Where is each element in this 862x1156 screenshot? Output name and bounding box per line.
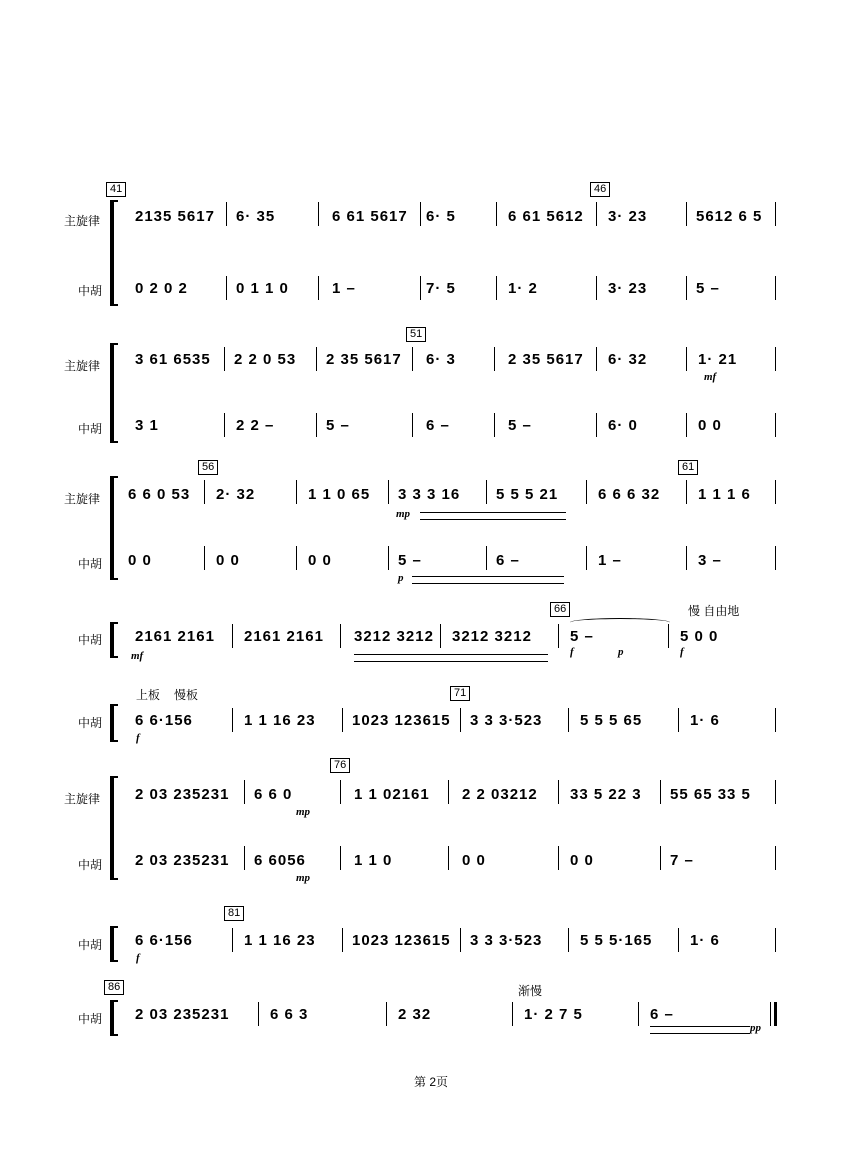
zhonghu-measure: 3 3 3·523 xyxy=(470,712,543,729)
rehearsal-mark-66: 66 xyxy=(550,602,570,617)
barline xyxy=(775,546,776,570)
zhonghu-measure: 0 0 xyxy=(570,852,594,869)
melody-measure: 6 61 5612 xyxy=(508,208,584,225)
system-bracket xyxy=(110,343,114,443)
melody-measure: 6· 35 xyxy=(236,208,276,225)
rehearsal-mark-56: 56 xyxy=(198,460,218,475)
barline xyxy=(586,480,587,504)
melody-measure: 5612 6 5 xyxy=(696,208,763,225)
rehearsal-mark-86: 86 xyxy=(104,980,124,995)
zhonghu-measure: 5 – xyxy=(696,280,720,297)
system-bracket xyxy=(110,776,114,880)
instrument-label-zhonghu: 中胡 xyxy=(78,284,103,298)
barline xyxy=(686,202,687,226)
barline xyxy=(660,780,661,804)
melody-measure: 1 1 02161 xyxy=(354,786,430,803)
barline xyxy=(460,708,461,732)
zhonghu-measure: 1 1 0 xyxy=(354,852,393,869)
barline xyxy=(232,624,233,648)
barline xyxy=(420,202,421,226)
barline xyxy=(775,347,776,371)
barline xyxy=(775,202,776,226)
instrument-label-zhonghu: 中胡 xyxy=(78,938,103,952)
zhonghu-measure: 6 – xyxy=(496,552,520,569)
crescendo-hairpin xyxy=(412,576,564,584)
zhonghu-measure: 6 – xyxy=(650,1006,674,1023)
barline xyxy=(686,546,687,570)
melody-measure: 33 5 22 3 xyxy=(570,786,642,803)
tempo-marking: 渐慢 xyxy=(518,984,543,998)
zhonghu-measure: 2161 2161 xyxy=(244,628,324,645)
instrument-label-zhonghu: 中胡 xyxy=(78,716,103,730)
barline xyxy=(486,546,487,570)
barline xyxy=(460,928,461,952)
barline xyxy=(568,928,569,952)
barline xyxy=(775,413,776,437)
barline xyxy=(412,413,413,437)
slur xyxy=(570,618,670,627)
barline xyxy=(596,347,597,371)
barline xyxy=(494,347,495,371)
melody-measure: 3 3 3 16 xyxy=(398,486,461,503)
system-bracket xyxy=(110,622,114,658)
barline xyxy=(342,928,343,952)
barline xyxy=(226,202,227,226)
zhonghu-measure: 5 – xyxy=(570,628,594,645)
melody-measure: 2135 5617 xyxy=(135,208,215,225)
zhonghu-measure: 1 1 16 23 xyxy=(244,932,316,949)
zhonghu-measure: 1· 6 xyxy=(690,932,720,949)
zhonghu-measure: 7· 5 xyxy=(426,280,456,297)
dynamic-mark: pp xyxy=(750,1022,761,1034)
barline xyxy=(232,708,233,732)
zhonghu-measure: 1· 6 xyxy=(690,712,720,729)
barline xyxy=(318,276,319,300)
dynamic-mark: mp xyxy=(296,806,311,818)
barline xyxy=(296,546,297,570)
rehearsal-mark-46: 46 xyxy=(590,182,610,197)
barline xyxy=(342,708,343,732)
barline xyxy=(412,347,413,371)
tempo-marking: 慢板 xyxy=(174,688,199,702)
instrument-label-zhonghu: 中胡 xyxy=(78,1012,103,1026)
rehearsal-mark-71: 71 xyxy=(450,686,470,701)
decrescendo-hairpin xyxy=(650,1026,750,1034)
instrument-label-zhonghu: 中胡 xyxy=(78,422,103,436)
melody-measure: 6 61 5617 xyxy=(332,208,408,225)
instrument-label-melody: 主旋律 xyxy=(64,214,101,228)
barline xyxy=(596,202,597,226)
page-number: 第 2页 xyxy=(413,1075,448,1089)
rehearsal-mark-51: 51 xyxy=(406,327,426,342)
zhonghu-measure: 3 3 3·523 xyxy=(470,932,543,949)
zhonghu-measure: 0 0 xyxy=(128,552,152,569)
zhonghu-measure: 1 – xyxy=(598,552,622,569)
system-bracket xyxy=(110,704,114,742)
barline xyxy=(316,413,317,437)
system-8 xyxy=(0,976,862,1046)
zhonghu-measure: 6 6 3 xyxy=(270,1006,309,1023)
dynamic-mark: mp xyxy=(396,508,411,520)
barline xyxy=(258,1002,259,1026)
zhonghu-measure: 0 2 0 2 xyxy=(135,280,188,297)
dynamic-mark: f xyxy=(136,732,140,744)
zhonghu-measure: 2 32 xyxy=(398,1006,432,1023)
zhonghu-measure: 2 03 235231 xyxy=(135,1006,230,1023)
crescendo-hairpin xyxy=(420,512,566,520)
barline xyxy=(678,928,679,952)
zhonghu-measure: 1· 2 xyxy=(508,280,538,297)
melody-measure: 2 2 03212 xyxy=(462,786,538,803)
zhonghu-measure: 0 0 xyxy=(216,552,240,569)
barline xyxy=(388,480,389,504)
barline xyxy=(638,1002,639,1026)
barline xyxy=(686,347,687,371)
melody-measure: 2 03 235231 xyxy=(135,786,230,803)
barline xyxy=(226,276,227,300)
zhonghu-measure: 5 – xyxy=(326,417,350,434)
barline xyxy=(775,708,776,732)
barline xyxy=(568,708,569,732)
barline xyxy=(340,846,341,870)
melody-measure: 1 1 1 6 xyxy=(698,486,751,503)
system-5 xyxy=(0,680,862,750)
barline xyxy=(420,276,421,300)
instrument-label-zhonghu: 中胡 xyxy=(78,633,103,647)
barline xyxy=(775,780,776,804)
zhonghu-measure: 3· 23 xyxy=(608,280,648,297)
barline xyxy=(596,413,597,437)
zhonghu-measure: 5 5 5·165 xyxy=(580,932,653,949)
zhonghu-measure: 5 0 0 xyxy=(680,628,719,645)
crescendo-hairpin xyxy=(354,654,548,662)
system-bracket xyxy=(110,1000,114,1036)
barline xyxy=(558,780,559,804)
dynamic-mark: f xyxy=(680,646,684,658)
system-bracket xyxy=(110,200,114,306)
barline xyxy=(668,624,669,648)
barline xyxy=(775,276,776,300)
instrument-label-melody: 主旋律 xyxy=(64,359,101,373)
barline xyxy=(686,413,687,437)
zhonghu-measure: 7 – xyxy=(670,852,694,869)
barline xyxy=(660,846,661,870)
rehearsal-mark-81: 81 xyxy=(224,906,244,921)
zhonghu-measure: 2161 2161 xyxy=(135,628,215,645)
barline xyxy=(204,480,205,504)
zhonghu-measure: 0 0 xyxy=(308,552,332,569)
barline xyxy=(340,780,341,804)
zhonghu-measure: 1023 123615 xyxy=(352,932,451,949)
rehearsal-mark-61: 61 xyxy=(678,460,698,475)
barline xyxy=(586,546,587,570)
tempo-marking: 上板 xyxy=(136,688,161,702)
barline xyxy=(558,846,559,870)
system-bracket xyxy=(110,926,114,962)
rehearsal-mark-41: 41 xyxy=(106,182,126,197)
barline xyxy=(775,846,776,870)
dynamic-mark: f xyxy=(570,646,574,658)
melody-measure: 6 6 6 32 xyxy=(598,486,661,503)
melody-measure: 2· 32 xyxy=(216,486,256,503)
melody-measure: 6· 3 xyxy=(426,351,456,368)
barline xyxy=(318,202,319,226)
system-2 xyxy=(0,325,862,445)
barline xyxy=(204,546,205,570)
barline xyxy=(775,480,776,504)
barline xyxy=(775,928,776,952)
system-7 xyxy=(0,900,862,970)
melody-measure: 2 2 0 53 xyxy=(234,351,297,368)
tempo-marking: 慢 自由地 xyxy=(688,604,740,618)
dynamic-mark: f xyxy=(136,952,140,964)
zhonghu-measure: 6· 0 xyxy=(608,417,638,434)
zhonghu-measure: 2 03 235231 xyxy=(135,852,230,869)
barline xyxy=(388,546,389,570)
instrument-label-melody: 主旋律 xyxy=(64,792,101,806)
system-1 xyxy=(0,180,862,310)
barline xyxy=(770,1002,771,1026)
instrument-label-zhonghu: 中胡 xyxy=(78,557,103,571)
system-6 xyxy=(0,758,862,888)
barline xyxy=(494,413,495,437)
barline xyxy=(440,624,441,648)
system-3 xyxy=(0,458,862,588)
zhonghu-measure: 0 0 xyxy=(698,417,722,434)
barline xyxy=(596,276,597,300)
melody-measure: 2 35 5617 xyxy=(508,351,584,368)
barline xyxy=(496,276,497,300)
melody-measure: 3· 23 xyxy=(608,208,648,225)
zhonghu-measure: 0 0 xyxy=(462,852,486,869)
barline xyxy=(296,480,297,504)
system-4 xyxy=(0,598,862,668)
zhonghu-measure: 3212 3212 xyxy=(452,628,532,645)
melody-measure: 1· 21 xyxy=(698,351,738,368)
barline xyxy=(678,708,679,732)
barline xyxy=(224,413,225,437)
melody-measure: 5 5 5 21 xyxy=(496,486,559,503)
barline xyxy=(496,202,497,226)
zhonghu-measure: 1023 123615 xyxy=(352,712,451,729)
zhonghu-measure: 3 1 xyxy=(135,417,159,434)
zhonghu-measure: 1 – xyxy=(332,280,356,297)
zhonghu-measure: 6 6·156 xyxy=(135,712,193,729)
zhonghu-measure: 1· 2 7 5 xyxy=(524,1006,583,1023)
zhonghu-measure: 6 – xyxy=(426,417,450,434)
zhonghu-measure: 3212 3212 xyxy=(354,628,434,645)
melody-measure: 6 6 0 xyxy=(254,786,293,803)
zhonghu-measure: 5 – xyxy=(398,552,422,569)
barline xyxy=(386,1002,387,1026)
barline xyxy=(512,1002,513,1026)
barline xyxy=(486,480,487,504)
final-barline xyxy=(774,1002,777,1026)
dynamic-mark: p xyxy=(398,572,404,584)
barline xyxy=(558,624,559,648)
melody-measure: 6· 5 xyxy=(426,208,456,225)
rehearsal-mark-76: 76 xyxy=(330,758,350,773)
melody-measure: 1 1 0 65 xyxy=(308,486,371,503)
zhonghu-measure: 2 2 – xyxy=(236,417,275,434)
dynamic-mark: mf xyxy=(131,650,144,662)
barline xyxy=(448,780,449,804)
barline xyxy=(686,480,687,504)
zhonghu-measure: 1 1 16 23 xyxy=(244,712,316,729)
system-bracket xyxy=(110,476,114,580)
melody-measure: 2 35 5617 xyxy=(326,351,402,368)
barline xyxy=(316,347,317,371)
zhonghu-measure: 6 6056 xyxy=(254,852,306,869)
instrument-label-melody: 主旋律 xyxy=(64,492,101,506)
melody-measure: 55 65 33 5 xyxy=(670,786,751,803)
zhonghu-measure: 6 6·156 xyxy=(135,932,193,949)
barline xyxy=(244,846,245,870)
barline xyxy=(686,276,687,300)
zhonghu-measure: 5 – xyxy=(508,417,532,434)
melody-measure: 6 6 0 53 xyxy=(128,486,191,503)
zhonghu-measure: 3 – xyxy=(698,552,722,569)
barline xyxy=(244,780,245,804)
barline xyxy=(340,624,341,648)
melody-measure: 6· 32 xyxy=(608,351,648,368)
barline xyxy=(448,846,449,870)
melody-measure: 3 61 6535 xyxy=(135,351,211,368)
dynamic-mark: mp xyxy=(296,872,311,884)
zhonghu-measure: 0 1 1 0 xyxy=(236,280,289,297)
dynamic-mark: p xyxy=(618,646,624,658)
dynamic-mark: mf xyxy=(704,371,717,383)
barline xyxy=(224,347,225,371)
instrument-label-zhonghu: 中胡 xyxy=(78,858,103,872)
zhonghu-measure: 5 5 5 65 xyxy=(580,712,643,729)
barline xyxy=(232,928,233,952)
